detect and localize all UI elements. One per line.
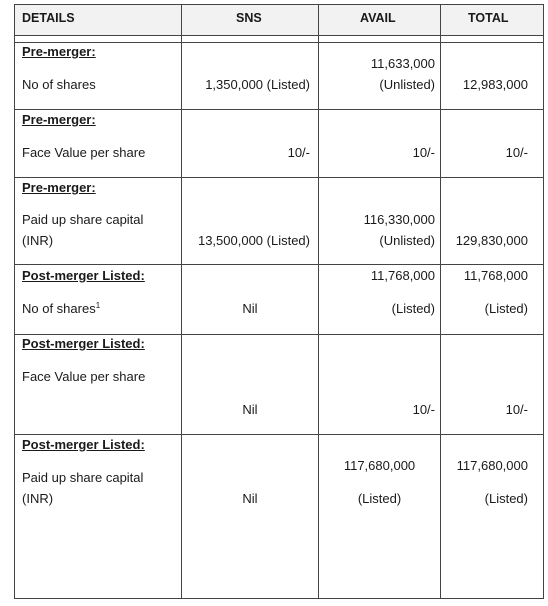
row-divider — [14, 42, 544, 43]
sns-value: Nil — [242, 301, 258, 316]
row-divider — [14, 35, 544, 36]
total-status: (Listed) — [484, 491, 528, 506]
header-avail: AVAIL — [360, 11, 396, 25]
header-details: DETAILS — [22, 11, 75, 25]
avail-value: 11,633,000 — [370, 56, 435, 71]
header-sns: SNS — [236, 11, 262, 25]
header-total: TOTAL — [468, 11, 509, 25]
table-border-right — [543, 4, 544, 598]
row-divider — [14, 434, 544, 435]
sns-value: 13,500,000 (Listed) — [197, 233, 310, 248]
row-label: Paid up share capital — [22, 212, 144, 227]
row-label — [22, 301, 100, 317]
sns-value: Nil — [242, 491, 258, 506]
row-label: Face Value per share — [22, 145, 146, 160]
avail-value: 11,768,000 — [370, 268, 435, 283]
avail-status: (Unlisted) — [379, 233, 435, 248]
row-label: Paid up share capital — [22, 470, 144, 485]
avail-value: 10/- — [412, 145, 435, 160]
footnote-marker: 1 — [95, 301, 101, 310]
row-divider — [14, 264, 544, 265]
section-heading: Post-merger Listed: — [22, 268, 145, 283]
total-value: 11,768,000 — [463, 268, 528, 283]
avail-value: 10/- — [412, 402, 435, 417]
section-heading: Pre-merger: — [22, 112, 96, 127]
total-value: 117,680,000 — [456, 458, 528, 473]
column-divider-sns-avail — [318, 4, 319, 598]
sns-value: 1,350,000 (Listed) — [205, 77, 310, 92]
section-heading: Post-merger Listed: — [22, 437, 145, 452]
avail-status: (Unlisted) — [379, 77, 435, 92]
avail-status: (Listed) — [391, 301, 435, 316]
row-divider — [14, 109, 544, 110]
row-divider — [14, 177, 544, 178]
total-value: 12,983,000 — [462, 77, 528, 92]
total-value: 10/- — [505, 402, 528, 417]
row-label-unit: (INR) — [22, 491, 54, 506]
row-label: Face Value per share — [22, 369, 146, 384]
row-label-text: No of shares — [22, 301, 96, 316]
total-value: 10/- — [505, 145, 528, 160]
avail-status: (Listed) — [357, 491, 402, 506]
sns-value: 10/- — [287, 145, 310, 160]
column-divider-avail-total — [440, 4, 441, 598]
total-value: 129,830,000 — [455, 233, 528, 248]
row-label: No of shares — [22, 77, 96, 92]
table-border-bottom — [14, 598, 544, 599]
section-heading: Post-merger Listed: — [22, 336, 145, 351]
row-divider — [14, 334, 544, 335]
avail-value: 117,680,000 — [343, 458, 416, 473]
header-row-background — [15, 5, 544, 35]
avail-value: 116,330,000 — [363, 212, 435, 227]
section-heading: Pre-merger: — [22, 180, 96, 195]
sns-value: Nil — [242, 402, 258, 417]
table-border-left — [14, 4, 15, 598]
section-heading: Pre-merger: — [22, 44, 96, 59]
row-label-unit: (INR) — [22, 233, 54, 248]
total-status: (Listed) — [484, 301, 528, 316]
table-border-top — [14, 4, 544, 5]
